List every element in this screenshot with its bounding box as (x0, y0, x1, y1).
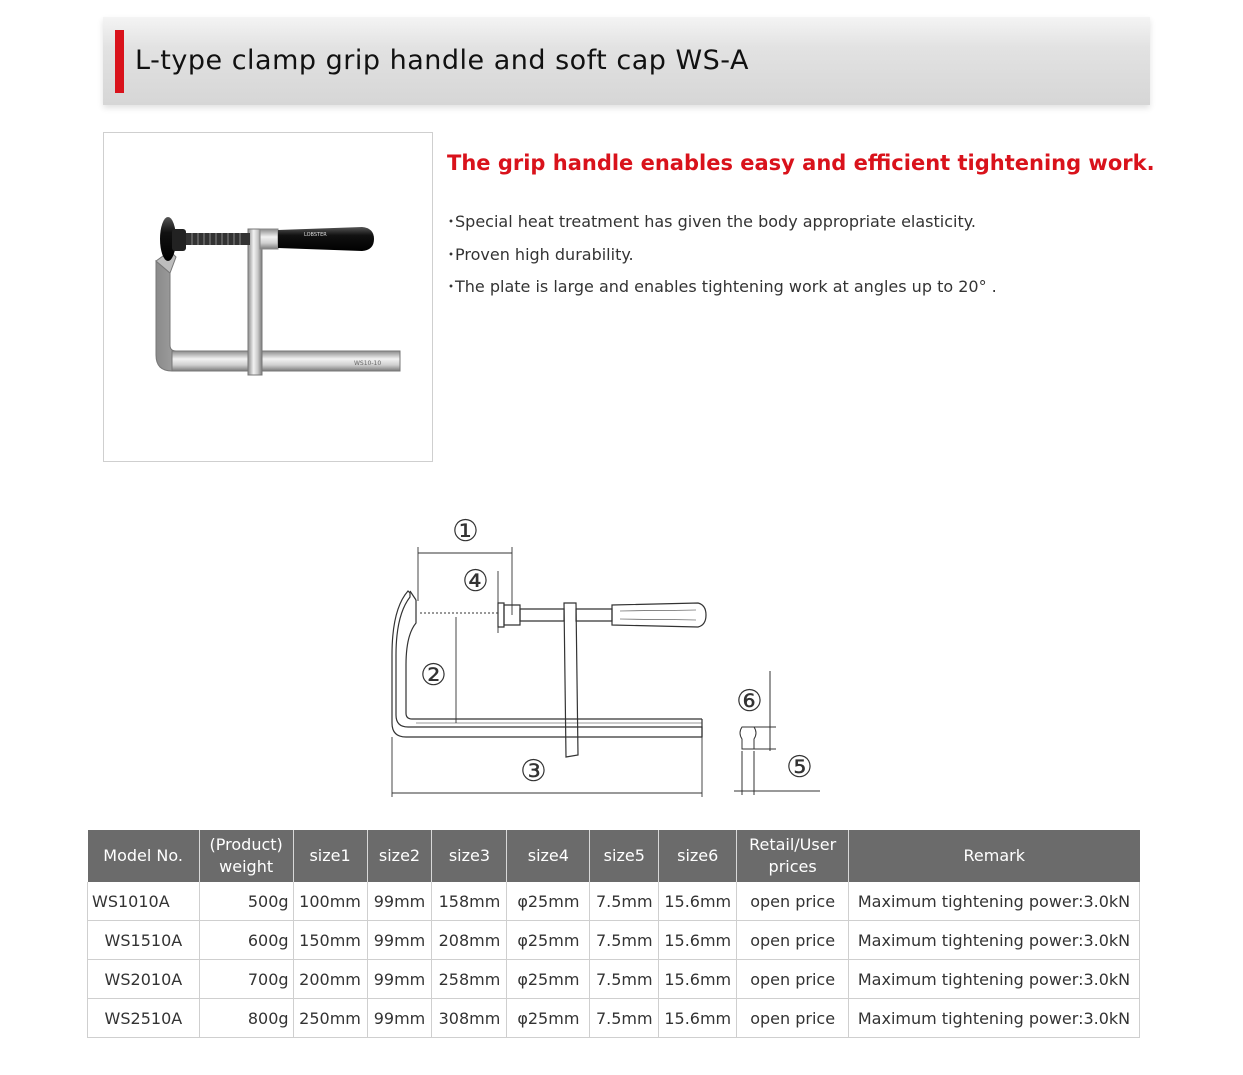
label-5: ⑤ (786, 750, 813, 785)
cell-size4: φ25mm (507, 921, 590, 960)
col-size4: size4 (507, 830, 590, 882)
cell-size4: φ25mm (507, 882, 590, 921)
page-title: L-type clamp grip handle and soft cap WS-A (135, 45, 749, 76)
col-size2: size2 (367, 830, 432, 882)
cell-remark: Maximum tightening power:3.0kN (849, 960, 1140, 999)
label-4: ④ (462, 564, 489, 599)
cell-size5: 7.5mm (590, 921, 659, 960)
cell-weight: 800g (199, 999, 293, 1038)
cell-size1: 200mm (293, 960, 367, 999)
title-bar (103, 17, 1150, 105)
label-6: ⑥ (736, 684, 763, 719)
cell-price: open price (737, 960, 849, 999)
col-remark: Remark (849, 830, 1140, 882)
cell-size2: 99mm (367, 960, 432, 999)
col-size5: size5 (590, 830, 659, 882)
cell-size3: 158mm (432, 882, 507, 921)
cell-price: open price (737, 999, 849, 1038)
cell-size2: 99mm (367, 882, 432, 921)
cell-size5: 7.5mm (590, 999, 659, 1038)
cell-size5: 7.5mm (590, 882, 659, 921)
label-3: ③ (520, 754, 547, 789)
cell-size2: 99mm (367, 999, 432, 1038)
cell-size3: 208mm (432, 921, 507, 960)
feature-item: ･Proven high durability. (447, 244, 634, 264)
cell-size6: 15.6mm (659, 960, 737, 999)
cell-size5: 7.5mm (590, 960, 659, 999)
col-weight: (Product) weight (199, 830, 293, 882)
headline: The grip handle enables easy and efficient tightening work. (447, 151, 1155, 175)
cell-size1: 100mm (293, 882, 367, 921)
cell-remark: Maximum tightening power:3.0kN (849, 882, 1140, 921)
brand-text: LOBSTER (304, 232, 327, 238)
feature-list (447, 209, 997, 307)
spec-table (87, 830, 1140, 1038)
cell-weight: 500g (199, 882, 293, 921)
cell-size2: 99mm (367, 921, 432, 960)
product-photo (103, 132, 433, 462)
feature-item: ･The plate is large and enables tightening work at angles up to 20° . (447, 277, 997, 296)
cell-weight: 700g (199, 960, 293, 999)
cell-size3: 258mm (432, 960, 507, 999)
cell-size1: 250mm (293, 999, 367, 1038)
table-header-row (88, 830, 1140, 882)
cell-remark: Maximum tightening power:3.0kN (849, 921, 1140, 960)
table-row (88, 960, 1140, 999)
cell-size4: φ25mm (507, 999, 590, 1038)
cell-price: open price (737, 921, 849, 960)
table-row (88, 921, 1140, 960)
model-mark: WS10-10 (354, 360, 382, 367)
col-model: Model No. (88, 830, 200, 882)
cell-size6: 15.6mm (659, 882, 737, 921)
cell-model: WS1010A (88, 882, 200, 921)
cell-size3: 308mm (432, 999, 507, 1038)
col-price: Retail/User prices (737, 830, 849, 882)
cell-size1: 150mm (293, 921, 367, 960)
cell-price: open price (737, 882, 849, 921)
cell-model: WS2510A (88, 999, 200, 1038)
cell-size6: 15.6mm (659, 999, 737, 1038)
title-accent-bar (115, 30, 124, 93)
cell-model: WS2010A (88, 960, 200, 999)
dimension-diagram (380, 505, 840, 809)
label-2: ② (420, 658, 447, 693)
col-size6: size6 (659, 830, 737, 882)
cell-remark: Maximum tightening power:3.0kN (849, 999, 1140, 1038)
col-size3: size3 (432, 830, 507, 882)
feature-item: ･Special heat treatment has given the body appropriate elasticity. (447, 212, 976, 231)
cell-weight: 600g (199, 921, 293, 960)
col-size1: size1 (293, 830, 367, 882)
cell-model: WS1510A (88, 921, 200, 960)
label-1: ① (452, 514, 479, 549)
table-row (88, 999, 1140, 1038)
table-row (88, 882, 1140, 921)
cell-size4: φ25mm (507, 960, 590, 999)
cell-size6: 15.6mm (659, 921, 737, 960)
